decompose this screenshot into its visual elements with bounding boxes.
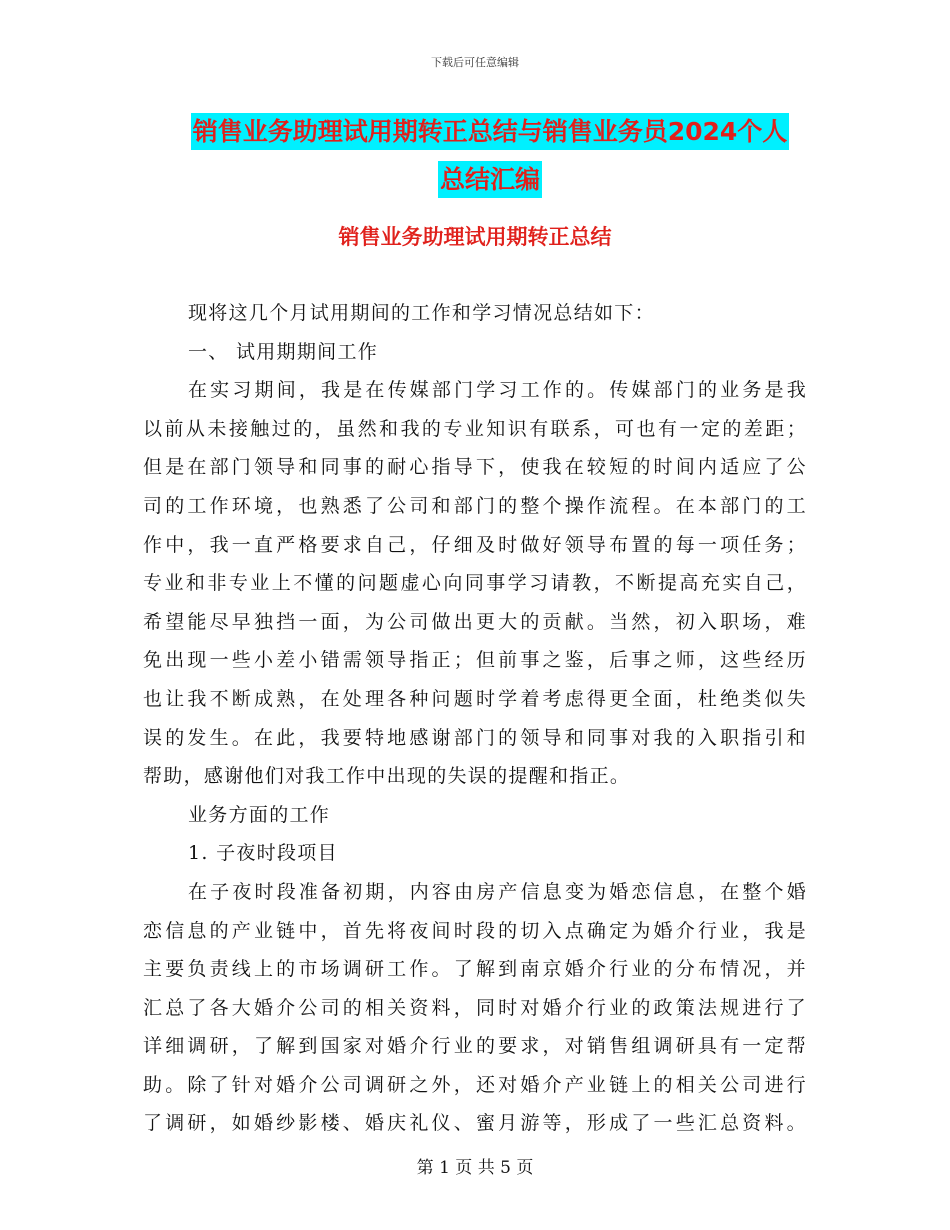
page-footer: 第 1 页 共 5 页 [416,1158,534,1178]
paragraph-line: 误的发生。在此，我要特地感谢部门的领导和同事对我的入职指引和 [143,726,807,749]
paragraph-line: 专业和非专业上不懂的问题虚心向同事学习请教，不断提高充实自己， [143,572,807,595]
paragraph-line: 免出现一些小差小错需领导指正；但前事之鉴，后事之师，这些经历 [143,649,807,672]
document-title [140,108,840,204]
paragraph-line: 恋信息的产业链中，首先将夜间时段的切入点确定为婚介行业，我是 [143,919,807,942]
document-title-line-2: 总结汇编 [438,161,542,198]
heading-midnight-project: 1. 子夜时段项目 [188,842,338,865]
heading-trial-period-work: 一、 试用期期间工作 [188,340,379,363]
paragraph-line: 汇总了各大婚介公司的相关资料，同时对婚介行业的政策法规进行了 [143,996,807,1019]
paragraph-line: 司的工作环境，也熟悉了公司和部门的整个操作流程。在本部门的工 [143,494,807,517]
document-title-line-1: 销售业务助理试用期转正总结与销售业务员2024个人 [191,113,790,150]
paragraph-line: 希望能尽早独挡一面，为公司做出更大的贡献。当然，初入职场，难 [143,610,807,633]
paragraph-line: 助。除了针对婚介公司调研之外，还对婚介产业链上的相关公司进行 [143,1073,807,1096]
paragraph-line: 帮助，感谢他们对我工作中出现的失误的提醒和指正。 [143,765,631,788]
header-note: 下载后可任意编辑 [431,56,519,69]
section-title: 销售业务助理试用期转正总结 [338,225,612,249]
paragraph-line: 在子夜时段准备初期，内容由房产信息变为婚恋信息，在整个婚 [188,880,807,903]
paragraph-line: 了调研，如婚纱影楼、婚庆礼仪、蜜月游等，形成了一些汇总资料。 [143,1112,807,1135]
document-body [143,294,807,1143]
paragraph-line: 主要负责线上的市场调研工作。了解到南京婚介行业的分布情况，并 [143,958,807,981]
paragraph-line: 但是在部门领导和同事的耐心指导下，使我在较短的时间内适应了公 [143,456,807,479]
paragraph-line: 也让我不断成熟，在处理各种问题时学着考虑得更全面，杜绝类似失 [143,687,807,710]
paragraph-line: 详细调研，了解到国家对婚介行业的要求，对销售组调研具有一定帮 [143,1035,807,1058]
intro-line: 现将这几个月试用期间的工作和学习情况总结如下： [188,302,655,324]
paragraph-line: 以前从未接触过的，虽然和我的专业知识有联系，可也有一定的差距； [143,417,807,440]
paragraph-line: 作中，我一直严格要求自己，仔细及时做好领导布置的每一项任务； [143,533,807,556]
heading-business-work: 业务方面的工作 [188,803,331,826]
paragraph-line: 在实习期间，我是在传媒部门学习工作的。传媒部门的业务是我 [188,379,807,402]
